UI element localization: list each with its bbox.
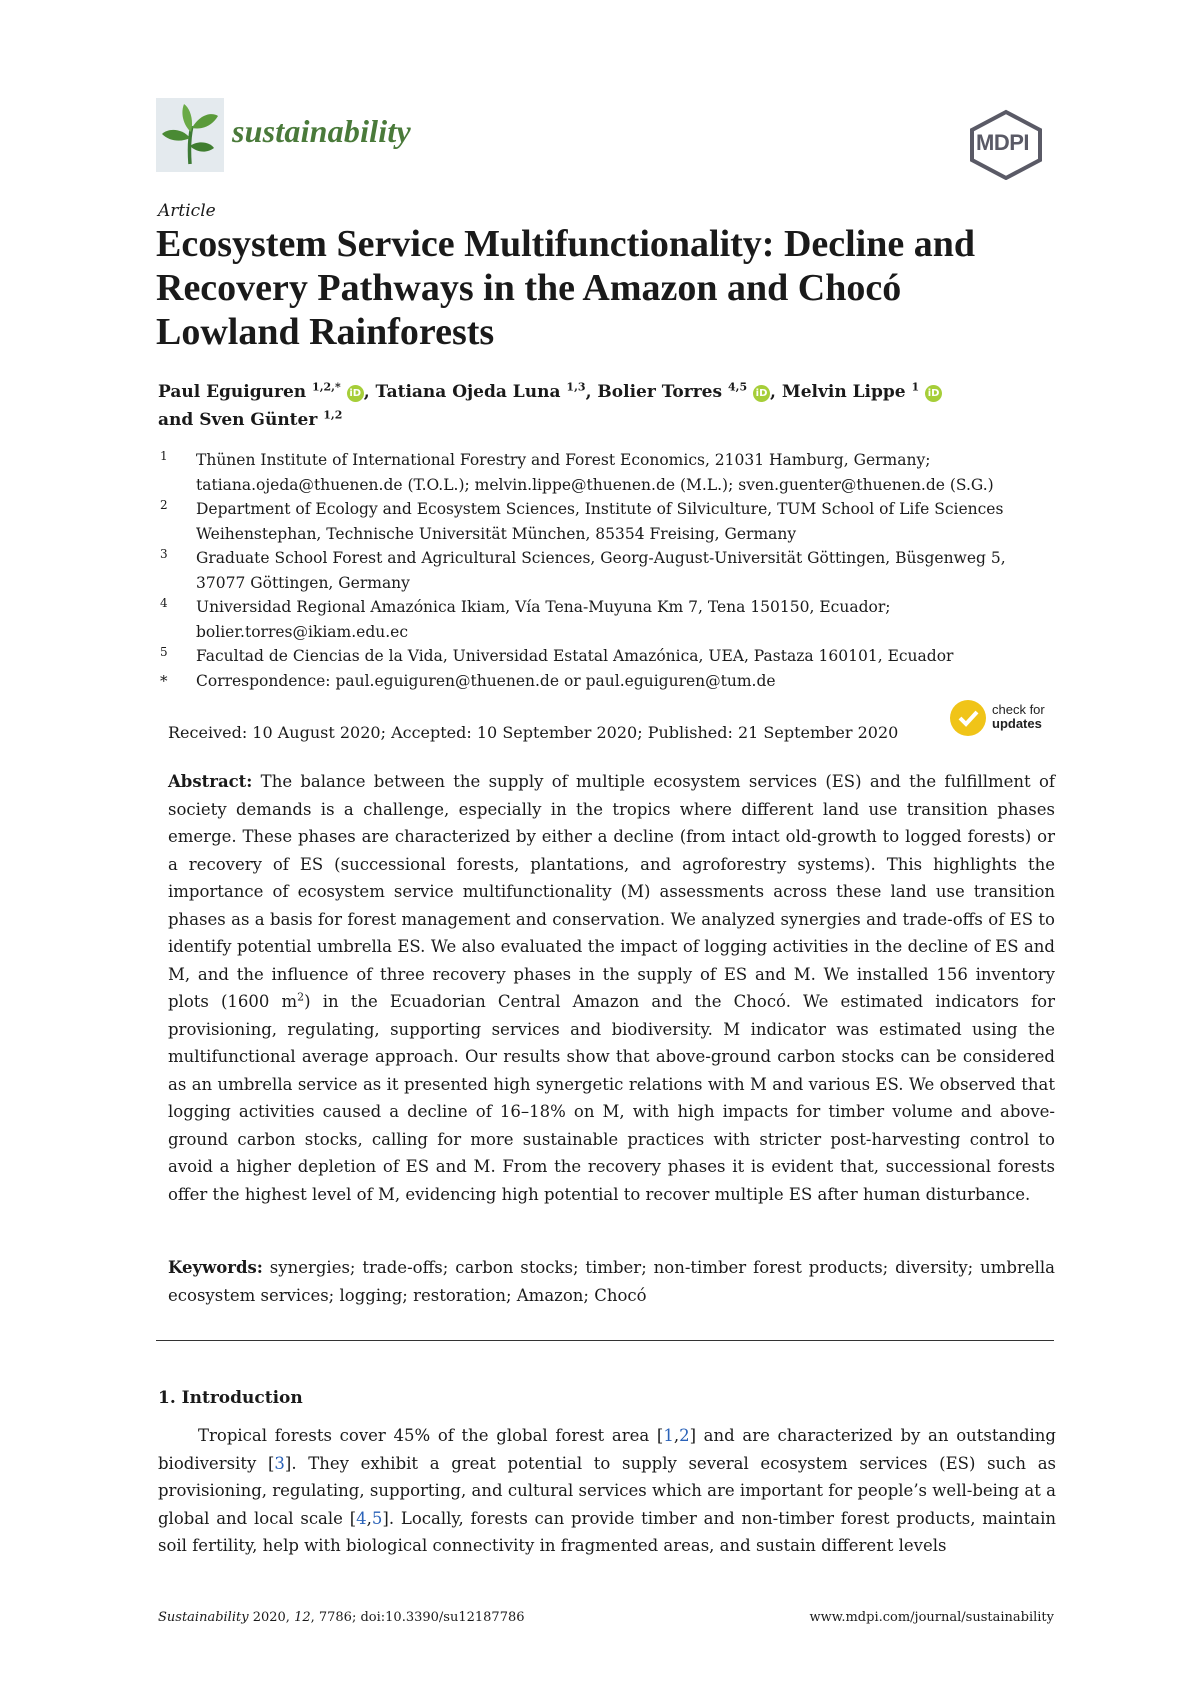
affiliation-mark: 4 — [160, 596, 168, 610]
affiliation-item — [158, 546, 1058, 595]
correspondence-text: Correspondence: paul.eguiguren@thuenen.de or paul.eguiguren@tum.de — [196, 671, 776, 690]
affiliation-item — [158, 644, 1058, 669]
author-name[interactable]: Paul Eguiguren — [158, 382, 307, 402]
abstract — [168, 768, 1055, 1208]
body-text: , — [673, 1426, 680, 1445]
affiliation-mark: * — [160, 671, 168, 690]
footer-journal: Sustainability — [158, 1610, 249, 1625]
author-affiliation-marks: 4,5 — [727, 380, 748, 394]
section-heading: 1. Introduction — [158, 1388, 303, 1408]
affiliation-item — [158, 595, 1058, 644]
author-name[interactable]: Melvin Lippe — [781, 382, 906, 402]
orcid-icon[interactable]: iD — [347, 385, 364, 402]
footer-volume: 12 — [294, 1610, 311, 1625]
affiliation-text: Facultad de Ciencias de la Vida, Universidad Estatal Amazónica, UEA, Pastaza 160101, Ecuador — [196, 647, 954, 665]
abstract-text: The balance between the supply of multiple ecosystem services (ES) and the fulfillment of society demands is a challenge, especially in the tropics where different land use transition phases emerge. These phases are characterized by either a decline (from intact old-growth to logged forests) or a recovery of ES (successional forests, plantations, and agroforestry systems). This highlights the importance of ecosystem service multifunctionality (M) assessments across these land use transition phases as a basis for forest management and conservation. We analyzed synergies and trade-offs of ES to identify potential umbrella ES. We also evaluated the impact of logging activities in the decline of ES and M, and the influence of three recovery phases in the supply of ES and M. We installed 156 inventory plots (1600 m — [168, 772, 1055, 1011]
title-line: Recovery Pathways in the Amazon and Chocó — [156, 267, 902, 309]
leaf-icon — [156, 98, 224, 172]
author-conjunction: and — [158, 410, 194, 430]
journal-logo — [156, 98, 224, 172]
footer-year: 2020, — [248, 1610, 295, 1625]
author-name[interactable]: Bolier Torres — [597, 382, 723, 402]
citation-link[interactable]: 3 — [274, 1453, 285, 1473]
affiliation-text: Universidad Regional Amazónica Ikiam, Vía Tena-Muyuna Km 7, Tena 150150, Ecuador; bolier.torres@ikiam.edu.ec — [196, 598, 891, 641]
affiliation-mark: 5 — [160, 645, 168, 659]
author-name[interactable]: Tatiana Ojeda Luna — [375, 382, 561, 402]
body-text: , — [366, 1508, 372, 1528]
abstract-text: ) in the Ecuadorian Central Amazon and the Chocó. We estimated indicators for provisioning, regulating, supporting services and biodiversity. M indicator was estimated using the multifunctional average approach. Our results show that above-ground carbon stocks can be considered as an umbrella service as it presented high synergetic relations with M and various ES. We observed that logging activities caused a decline of 16–18% on M, with high impacts for timber volume and above-ground carbon stocks, calling for more sustainable practices with stricter post-harvesting control to avoid a higher depletion of ES and M. From the recovery phases it is evident that, successional forests offer the highest level of M, evidencing high potential to recover multiple ES after human disturbance. — [168, 992, 1056, 1204]
affiliation-mark: 2 — [160, 498, 168, 512]
title-line: Lowland Rainforests — [156, 311, 495, 353]
keywords-text: synergies; trade-offs; carbon stocks; timber; non-timber forest products; diversity; umbrella ecosystem services; logging; restoration; Amazon; Chocó — [168, 1258, 1055, 1305]
affiliations — [158, 448, 1058, 693]
publisher-logo — [962, 108, 1050, 180]
footer-citation — [158, 1610, 525, 1625]
article-title — [156, 222, 1056, 354]
body-text: ]. They exhibit a great potential to supply several ecosystem services (ES) such as provisioning, regulating, supporting, and cultural services which are important for people’s well-being at a global and local scale [ — [158, 1453, 1056, 1528]
citation-link[interactable]: 1 — [663, 1426, 674, 1445]
affiliation-text: Department of Ecology and Ecosystem Sciences, Institute of Silviculture, TUM School of Life Sciences Weihenstephan, Technische Universität München, 85354 Freising, Germany — [196, 500, 1004, 543]
abstract-superscript: 2 — [297, 990, 305, 1004]
affiliation-text: Graduate School Forest and Agricultural Sciences, Georg-August-Universität Göttingen, Büsgenweg 5, 37077 Göttingen, Germany — [196, 549, 1006, 592]
check-updates-line: check for — [992, 702, 1045, 717]
affiliation-mark: 1 — [160, 449, 168, 463]
keywords — [168, 1254, 1055, 1309]
citation-link[interactable]: 2 — [679, 1426, 690, 1445]
body-text: ]. Locally, forests can provide timber and non-timber forest products, maintain soil fertility, help with biological connectivity in fragmented areas, and sustain different levels — [158, 1508, 1056, 1555]
body-text: Tropical forests cover 45% of the global forest area [ — [198, 1426, 664, 1445]
citation-link[interactable]: 5 — [371, 1508, 383, 1528]
section-divider — [156, 1340, 1054, 1341]
author-affiliation-marks: 1 — [911, 380, 920, 394]
author-name[interactable]: Sven Günter — [199, 410, 318, 430]
affiliation-item — [158, 669, 1058, 694]
orcid-icon[interactable]: iD — [753, 385, 770, 402]
author-affiliation-marks: 1,2 — [323, 408, 343, 422]
publisher-name: MDPI — [976, 130, 1029, 155]
publication-dates: Received: 10 August 2020; Accepted: 10 September 2020; Published: 21 September 2020 — [168, 723, 899, 742]
abstract-label: Abstract: — [168, 772, 253, 791]
journal-name: sustainability — [232, 113, 411, 149]
introduction-paragraph — [158, 1422, 1056, 1560]
body-text: ] and are characterized by an outstanding biodiversity [ — [158, 1426, 1056, 1473]
author-affiliation-marks: 1,3 — [566, 380, 586, 394]
article-type: Article — [158, 201, 216, 221]
check-for-updates-badge[interactable] — [950, 700, 1060, 740]
keywords-label: Keywords: — [168, 1258, 263, 1277]
affiliation-item — [158, 448, 1058, 497]
affiliation-mark: 3 — [160, 547, 168, 561]
footer-doi[interactable]: , 7786; doi:10.3390/su12187786 — [310, 1610, 525, 1625]
checkmark-icon — [950, 700, 986, 736]
title-line: Ecosystem Service Multifunctionality: Decline and — [156, 223, 976, 265]
affiliation-text: Thünen Institute of International Forestry and Forest Economics, 21031 Hamburg, Germany; tatiana.ojeda@thuenen.de (T.O.L.); melvin.lippe@thuenen.de (M.L.); sven.guenter@thuenen.de (S.G.) — [196, 451, 994, 494]
check-updates-label — [992, 703, 1045, 731]
check-updates-line: updates — [992, 716, 1042, 731]
affiliation-item — [158, 497, 1058, 546]
footer-url[interactable]: www.mdpi.com/journal/sustainability — [809, 1610, 1054, 1625]
author-affiliation-marks: 1,2,* — [312, 380, 341, 394]
citation-link[interactable]: 4 — [356, 1508, 367, 1528]
author-list: Paul Eguiguren $^{1,2,*}$ iD , Tatiana Ojeda Luna $^{1,3}$, Bolier Torres $^{4,5}$ iD , Melvin Lippe $^1$ iD and Sven Günter $^{1,2}$ — [158, 378, 1038, 434]
orcid-icon[interactable]: iD — [925, 385, 942, 402]
